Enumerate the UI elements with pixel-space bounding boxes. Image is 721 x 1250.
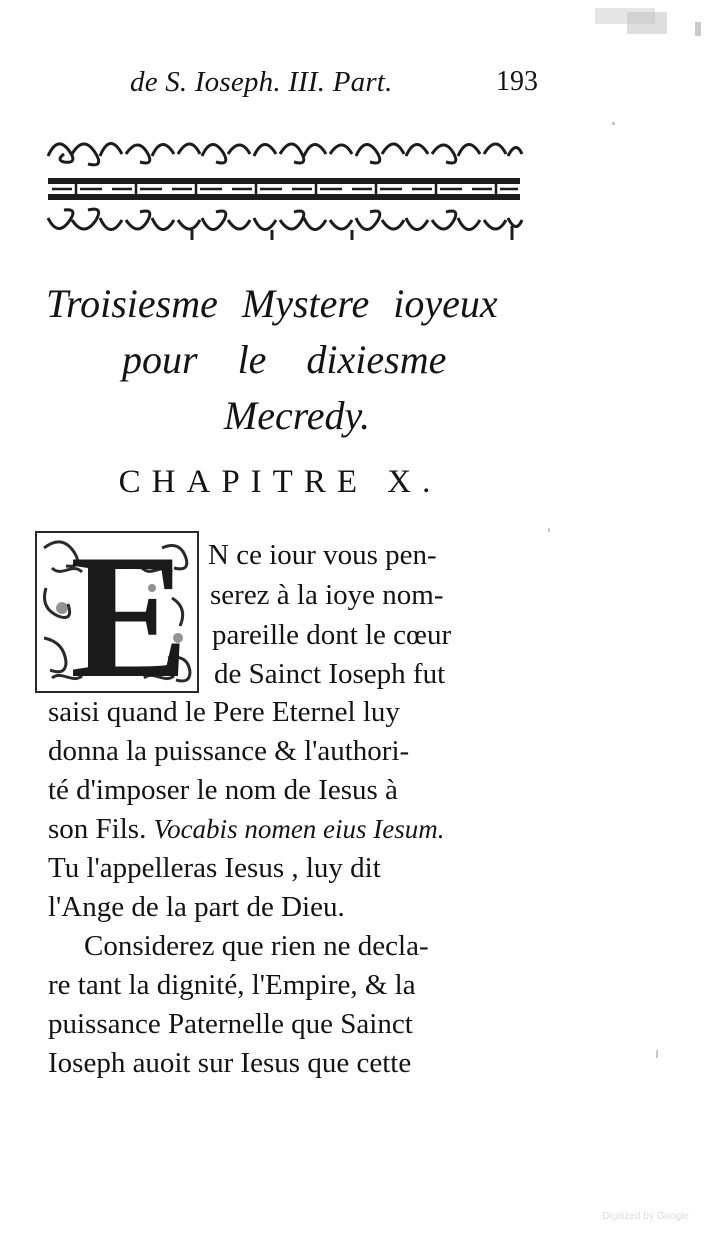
scan-speck [656, 1050, 658, 1058]
text-line-7: té d'imposer le nom de Iesus à [48, 774, 398, 806]
chapter-heading [40, 276, 530, 444]
text-line-9: Tu l'appelleras Iesus , luy dit [48, 852, 381, 884]
chapter-number: CHAPITRE X. [118, 464, 442, 500]
running-title: de S. Ioseph. III. Part. [130, 66, 393, 98]
heading-line-2: pour le dixiesme [122, 337, 447, 382]
drop-cap [32, 517, 202, 715]
text-line-8 [48, 811, 524, 847]
text-line-6: donna la puissance & l'authori- [48, 735, 410, 767]
scan-speck [548, 528, 550, 532]
drop-cap-letter: E [70, 517, 189, 715]
page-number: 193 [496, 66, 538, 97]
text-line-5: saisi quand le Pere Eternel luy [48, 696, 400, 728]
text-line-12: re tant la dignité, l'Empire, & la [48, 969, 416, 1001]
text-line-4: de Sainct Ioseph fut [214, 658, 446, 690]
scan-smudge [587, 2, 715, 42]
scan-speck [612, 122, 615, 125]
text-line-14: Ioseph auoit sur Iesus que cette [48, 1047, 412, 1079]
heading-line-1: Troisiesme Mystere ioyeux [46, 281, 498, 326]
text-line-11: Considerez que rien ne decla- [84, 930, 429, 962]
text-line-10: l'Ange de la part de Dieu. [48, 891, 345, 923]
running-header [118, 62, 538, 102]
ornament-band [42, 126, 526, 244]
text-line-3: pareille dont le cœur [212, 619, 452, 651]
heading-line-3: Mecredy. [223, 393, 371, 438]
text-line-2: serez à la ioye nom- [210, 579, 444, 611]
text-line-13: puissance Paternelle que Sainct [48, 1008, 413, 1040]
latin-quotation: Vocabis nomen eius Iesum. [153, 814, 445, 844]
text-line-1: N ce iour vous pen- [208, 539, 437, 571]
watermark: Digitized by Google [602, 1211, 689, 1222]
text-line-8-start: son Fils. [48, 813, 147, 845]
